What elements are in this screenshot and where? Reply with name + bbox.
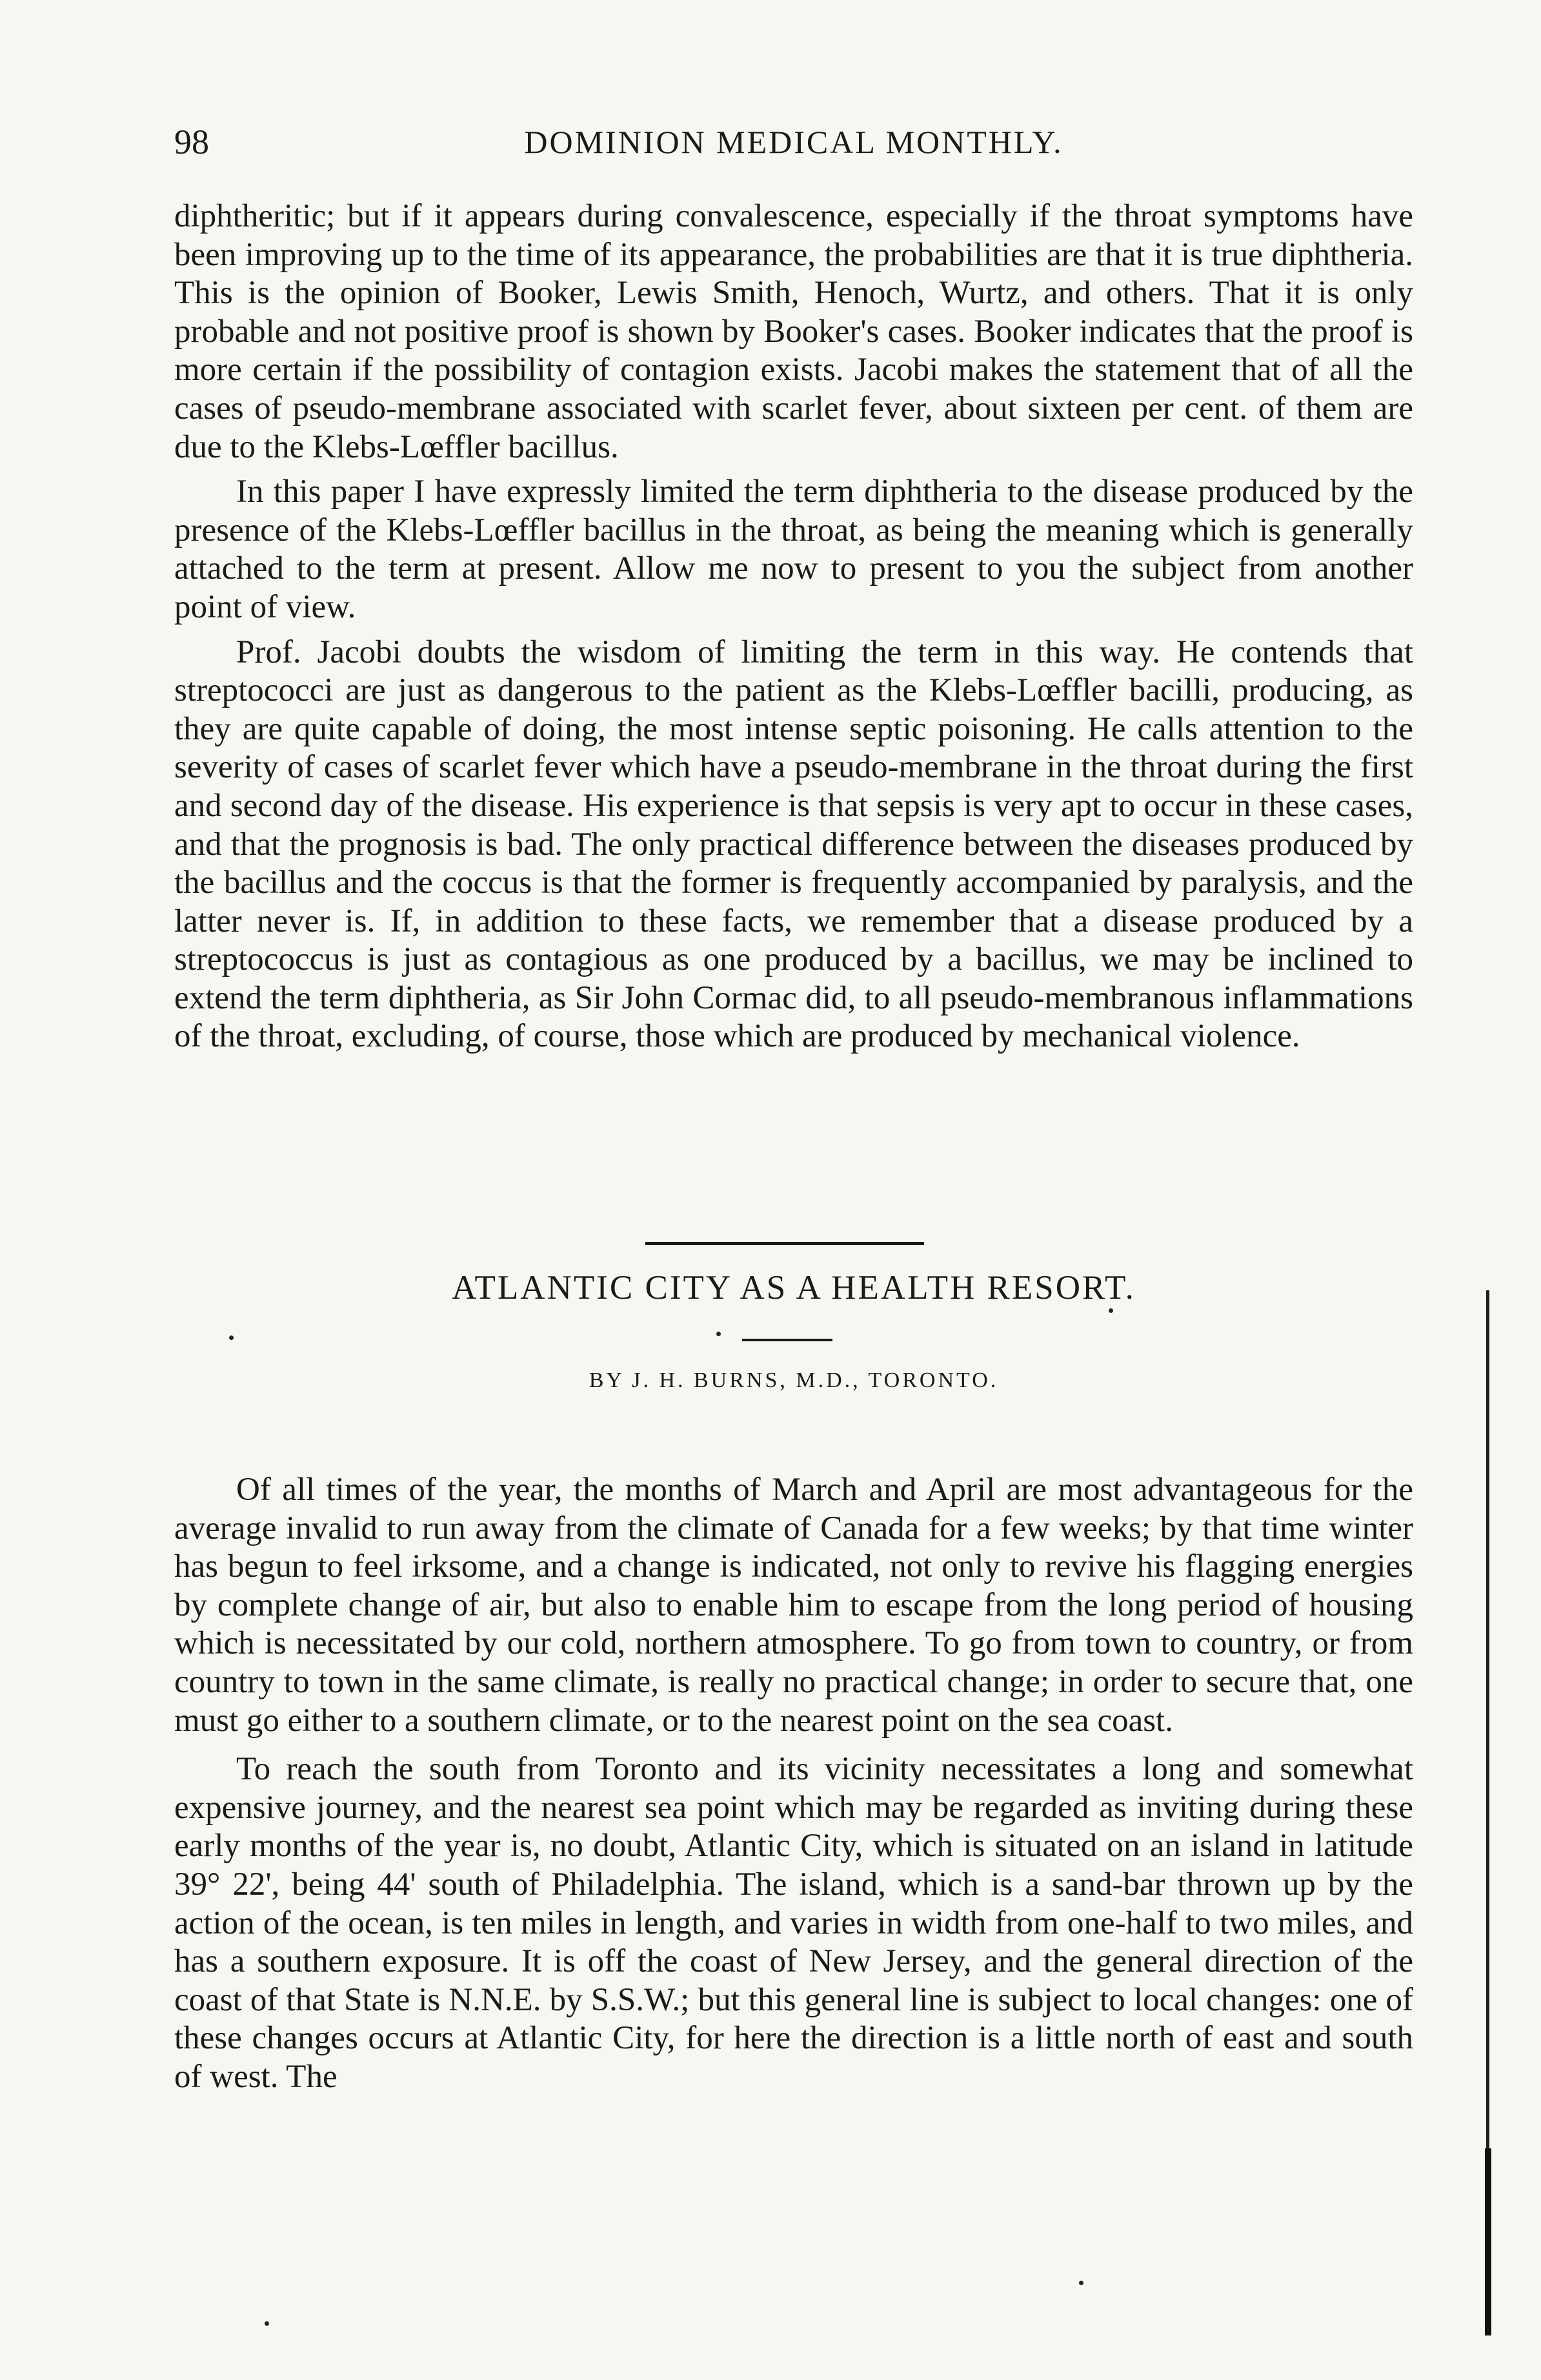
scan-margin-shadow bbox=[1485, 2148, 1491, 2335]
journal-title: DOMINION MEDICAL MONTHLY. bbox=[524, 124, 1063, 160]
article-title: ATLANTIC CITY AS A HEALTH RESORT. bbox=[452, 1269, 1136, 1306]
running-head bbox=[174, 119, 1413, 165]
paragraph: Of all times of the year, the months of March and April are most advantageous for the average invalid to run away from the climate of Canada for a few weeks; by that time winter has begun to feel irksome, and a change is indicated, not only to revive his flagging energies by complete change of air, but also to enable him to escape from the long period of housing which is necessitated by our cold, northern atmosphere. To go from town to country, or from country to town in the same climate, is really no practical change; in order to secure that, one must go either to a southern climate, or to the nearest point on the sea coast. bbox=[174, 1472, 1413, 1739]
page-number: 98 bbox=[174, 123, 209, 161]
scan-speck bbox=[716, 1332, 721, 1336]
scan-speck bbox=[229, 1335, 234, 1340]
paragraph: In this paper I have expressly limited the term diphtheria to the disease produced by the presence of the Klebs-Lœffler bacillus in the throat, as being the meaning which is generally attached to the term at present. Allow me now to present to you the subject from another point of view. bbox=[174, 474, 1413, 625]
paragraph: Prof. Jacobi doubts the wisdom of limiting the term in this way. He contends that streptococci are just as dangerous to the patient as the Klebs-Lœffler bacilli, producing, as they are quite capable of doing, the most intense septic poisoning. He calls attention to the severity of cases of scarlet fever which have a pseudo-membrane in the throat during the first and second day of the disease. His experience is that sepsis is very apt to occur in these cases, and that the prognosis is bad. The only practical difference between the diseases produced by the bacillus and the coccus is that the former is frequently accompanied by paralysis, and the latter never is. If, in addition to these facts, we remember that a disease produced by a streptococcus is just as contagious as one produced by a bacillus, we may be inclined to extend the term diphtheria, as Sir John Cormac did, to all pseudo-membranous inflammations of the throat, excluding, of course, those which are produced by mechanical violence. bbox=[174, 634, 1413, 1055]
article-body bbox=[174, 1471, 1413, 2097]
paragraph: To reach the south from Toronto and its vicinity necessitates a long and somewhat expensive journey, and the nearest sea point which may be regarded as inviting during these early months of the year is, no doubt, Atlantic City, which is situated on an island in latitude 39° 22', being 44' south of Philadelphia. The island, which is a sand-bar thrown up by the action of the ocean, is ten miles in length, and varies in width from one-half to two miles, and has a southern exposure. It is off the coast of New Jersey, and the general direction of the coast of that State is N.N.E. by S.S.W.; but this general line is subject to local changes: one of these changes occurs at Atlantic City, for here the direction is a little north of east and south of west. The bbox=[174, 1751, 1413, 2095]
scan-speck bbox=[1109, 1308, 1113, 1313]
scan-speck bbox=[1079, 2281, 1083, 2285]
article-byline: BY J. H. BURNS, M.D., TORONTO. bbox=[589, 1368, 999, 1392]
scan-speck bbox=[265, 2321, 269, 2326]
title-underline bbox=[742, 1339, 832, 1341]
section-divider bbox=[645, 1242, 924, 1245]
paragraph: diphtheritic; but if it appears during convalescence, especially if the throat symptoms have been improving up to the time of its appearance, the probabilities are that it is true diphtheria. This is the opinion of Booker, Lewis Smith, Henoch, Wurtz, and others. That it is only probable and not positive proof is shown by Booker's cases. Booker indicates that the proof is more certain if the possibility of contagion exists. Jacobi makes the statement that of all the cases of pseudo-membrane associated with scarlet fever, about sixteen per cent. of them are due to the Klebs-Lœffler bacillus. bbox=[174, 198, 1413, 465]
continued-article-text bbox=[174, 197, 1413, 1056]
